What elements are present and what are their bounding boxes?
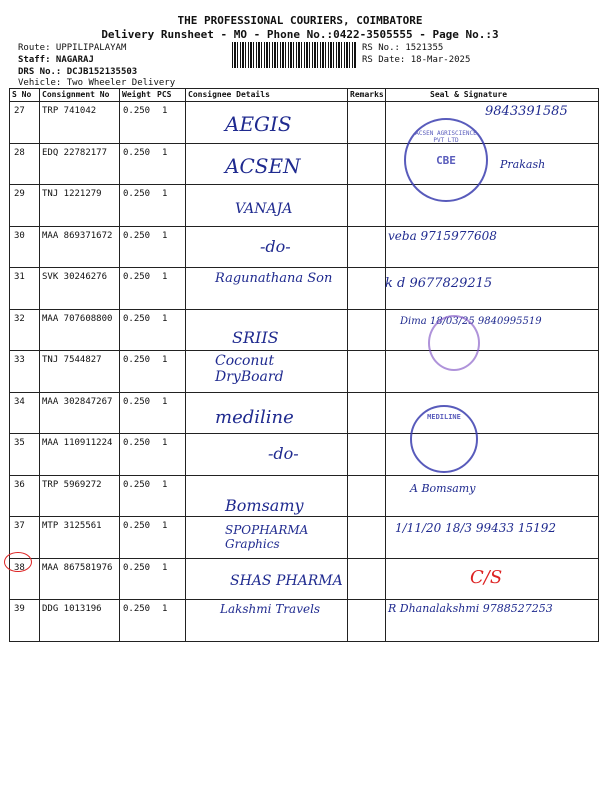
cell-weight: 0.250 bbox=[123, 355, 151, 365]
table-header bbox=[10, 89, 598, 102]
cell-pcs: 1 bbox=[162, 604, 168, 614]
cell-sno: 34 bbox=[14, 396, 25, 407]
table-row bbox=[10, 144, 598, 186]
cell-pcs: 1 bbox=[162, 396, 168, 407]
cell-pcs: 1 bbox=[162, 479, 168, 490]
cell-consignment: MAA 302847267 bbox=[42, 396, 113, 407]
table-row bbox=[10, 351, 598, 393]
cell-seal: k d 9677829215 bbox=[385, 276, 493, 291]
col-remarks: Remarks bbox=[350, 90, 384, 99]
cell-weight: 0.250 bbox=[123, 396, 151, 407]
col-consignee: Consignee Details bbox=[188, 90, 270, 99]
col-weight: Weight bbox=[122, 90, 151, 99]
cell-consignment: TNJ 7544827 bbox=[42, 355, 102, 365]
table-row bbox=[10, 476, 598, 518]
cell-pcs: 1 bbox=[162, 521, 168, 531]
cell-sno: 29 bbox=[14, 189, 25, 199]
cell-pcs: 1 bbox=[162, 272, 168, 282]
cell-consignee: SPOPHARMA Graphics bbox=[225, 523, 309, 551]
cell-sno: 36 bbox=[14, 479, 25, 490]
table-row bbox=[10, 434, 598, 476]
cell-consignment: MAA 110911224 bbox=[42, 438, 113, 448]
cell-consignment: MAA 869371672 bbox=[42, 230, 113, 241]
cell-weight: 0.250 bbox=[123, 562, 151, 573]
cell-weight: 0.250 bbox=[123, 189, 151, 199]
cell-weight: 0.250 bbox=[123, 147, 151, 158]
stamp-text: MEDILINE bbox=[427, 413, 461, 421]
cell-weight: 0.250 bbox=[123, 479, 151, 490]
col-pcs: PCS bbox=[157, 90, 172, 99]
cell-consignment: TRP 5969272 bbox=[42, 479, 102, 490]
stamp-text: ACSEN AGRISCIENCE PVT LTD bbox=[415, 130, 477, 144]
cell-weight: 0.250 bbox=[123, 604, 151, 614]
runsheet-subtitle: Delivery Runsheet - MO - Phone No.:0422-3505555 - Page No.:3 bbox=[101, 28, 499, 41]
acsen-company-stamp bbox=[404, 118, 488, 202]
cell-consignee: mediline bbox=[215, 406, 294, 428]
table-row bbox=[10, 227, 598, 269]
cell-weight: 0.250 bbox=[123, 106, 151, 116]
cell-consignment: MAA 867581976 bbox=[42, 562, 113, 573]
table-row bbox=[10, 559, 598, 601]
cell-sno: 27 bbox=[14, 106, 25, 116]
rs-date: RS Date: 18-Mar-2025 bbox=[362, 55, 471, 65]
cell-consignee: Coconut DryBoard bbox=[215, 353, 284, 385]
cell-weight: 0.250 bbox=[123, 313, 151, 324]
col-seal: Seal & Signature bbox=[430, 90, 508, 99]
table-row bbox=[10, 600, 598, 641]
cell-sno: 28 bbox=[14, 147, 25, 158]
cell-seal: veba 9715977608 bbox=[388, 228, 497, 243]
cell-seal: 9843391585 bbox=[485, 104, 568, 119]
barcode bbox=[232, 42, 356, 68]
cell-sno: 38 bbox=[14, 562, 25, 573]
row-38-red-circle bbox=[4, 552, 32, 572]
cell-pcs: 1 bbox=[162, 355, 168, 365]
cell-pcs: 1 bbox=[162, 562, 168, 573]
table-row bbox=[10, 310, 598, 352]
cell-consignment: TNJ 1221279 bbox=[42, 189, 102, 199]
stamp-center-text: CBE bbox=[436, 154, 456, 167]
mediline-company-stamp bbox=[410, 405, 478, 473]
drs-label: DRS No.: DCJB152135503 bbox=[18, 67, 138, 77]
table-row bbox=[10, 185, 598, 227]
cell-consignee: ACSEN bbox=[225, 153, 301, 178]
rs-number: RS No.: 1521355 bbox=[362, 43, 444, 53]
table-row bbox=[10, 517, 598, 559]
cell-seal: C/S bbox=[470, 566, 503, 588]
cell-consignee: -do- bbox=[260, 236, 291, 256]
cell-pcs: 1 bbox=[162, 313, 168, 324]
cell-weight: 0.250 bbox=[123, 521, 151, 531]
cell-consignee: -do- bbox=[268, 444, 299, 463]
cell-consignment: SVK 30246276 bbox=[42, 272, 108, 282]
cell-consignment: DDG 1013196 bbox=[42, 604, 102, 614]
cell-sno: 37 bbox=[14, 521, 25, 531]
cell-sno: 31 bbox=[14, 272, 25, 282]
cell-seal: 1/11/20 18/3 99433 15192 bbox=[395, 521, 556, 535]
cell-consignee: Lakshmi Travels bbox=[220, 602, 321, 616]
round-seal bbox=[428, 315, 480, 371]
table-row bbox=[10, 102, 598, 144]
cell-pcs: 1 bbox=[162, 106, 168, 116]
cell-consignee: SHAS PHARMA bbox=[230, 572, 343, 589]
cell-pcs: 1 bbox=[162, 438, 168, 448]
cell-seal: R Dhanalakshmi 9788527253 bbox=[388, 602, 553, 615]
cell-sno: 35 bbox=[14, 438, 25, 448]
cell-consignment: MTP 3125561 bbox=[42, 521, 102, 531]
cell-consignee: Bomsamy bbox=[225, 495, 304, 515]
col-consignment: Consignment No bbox=[42, 90, 110, 99]
cell-pcs: 1 bbox=[162, 189, 168, 199]
cell-consignment: MAA 707608800 bbox=[42, 313, 113, 324]
vehicle-label: Vehicle: Two Wheeler Delivery bbox=[18, 78, 176, 88]
cell-pcs: 1 bbox=[162, 147, 168, 158]
staff-label: Staff: NAGARAJ bbox=[18, 55, 94, 65]
cell-sno: 33 bbox=[14, 355, 25, 365]
route-label: Route: UPPILIPALAYAM bbox=[18, 43, 127, 53]
cell-seal: Prakash bbox=[500, 157, 546, 171]
cell-consignment: EDQ 22782177 bbox=[42, 147, 108, 158]
cell-weight: 0.250 bbox=[123, 438, 151, 448]
company-title: THE PROFESSIONAL COURIERS, COIMBATORE bbox=[177, 14, 423, 27]
cell-consignee: Ragunathana Son bbox=[215, 271, 333, 286]
cell-sno: 30 bbox=[14, 230, 25, 241]
col-sno: S No bbox=[12, 90, 32, 99]
table-row bbox=[10, 268, 598, 310]
cell-seal: A Bomsamy bbox=[410, 481, 476, 495]
runsheet-table bbox=[9, 88, 599, 642]
cell-seal: Dima 18/03/25 9840995519 bbox=[400, 315, 542, 327]
cell-pcs: 1 bbox=[162, 230, 168, 241]
cell-consignee: AEGIS bbox=[225, 112, 292, 136]
cell-consignment: TRP 741042 bbox=[42, 106, 97, 116]
cell-weight: 0.250 bbox=[123, 230, 151, 241]
cell-weight: 0.250 bbox=[123, 272, 151, 282]
table-row bbox=[10, 393, 598, 435]
cell-consignee: SRIIS bbox=[232, 327, 279, 347]
cell-consignee: VANAJA bbox=[235, 201, 293, 217]
cell-sno: 32 bbox=[14, 313, 25, 324]
cell-sno: 39 bbox=[14, 604, 25, 614]
